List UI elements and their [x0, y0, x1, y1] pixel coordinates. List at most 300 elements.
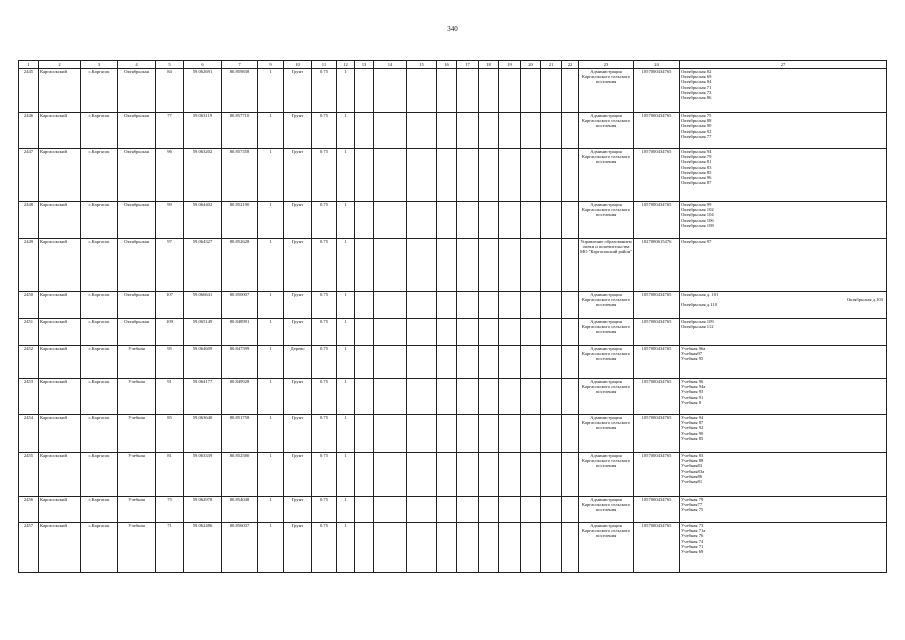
cell-surface: Грунт: [284, 453, 312, 497]
cell-empty: [541, 453, 562, 497]
cell-surface: Дерево: [284, 346, 312, 379]
cell-addresses: [680, 453, 887, 497]
cell-empty: [457, 346, 479, 379]
cell-containers: 1: [337, 415, 355, 453]
cell-containers: 1: [337, 149, 355, 202]
cell-settlement: с.Каргасок: [81, 346, 118, 379]
cell-count: 1: [258, 415, 284, 453]
cell-lon: 80.852190: [222, 202, 258, 239]
table-row: [19, 113, 887, 149]
cell-empty: [479, 239, 499, 292]
address-line: Октябрьская д.103: [846, 297, 883, 303]
cell-empty: [521, 292, 541, 319]
cell-lat: 59.063119: [184, 113, 222, 149]
cell-street: Учебная: [118, 379, 156, 415]
address-line: Октябрьская 96: [681, 175, 712, 181]
cell-area: 0.75: [312, 346, 337, 379]
cell-empty: [374, 319, 407, 346]
cell-containers: 1: [337, 69, 355, 113]
cell-house: 109: [156, 319, 184, 346]
table-row: [19, 379, 887, 415]
cell-empty: [437, 149, 457, 202]
cell-empty: [541, 497, 562, 523]
cell-empty: [479, 497, 499, 523]
cell-empty: [407, 415, 437, 453]
cell-empty: [479, 149, 499, 202]
cell-addresses: [680, 69, 887, 113]
cell-empty: [355, 69, 374, 113]
cell-containers: 1: [337, 346, 355, 379]
cell-empty: [479, 202, 499, 239]
cell-district: Каргасокский: [39, 379, 81, 415]
cell-empty: [355, 319, 374, 346]
cell-empty: [437, 69, 457, 113]
cell-owner: Администрация Каргасокского сельского поселения: [579, 202, 634, 239]
cell-empty: [457, 239, 479, 292]
address-line: Учебная 96: [681, 379, 704, 384]
address-line: Октябрьская 97: [681, 239, 712, 244]
cell-lat: 59.064609: [184, 346, 222, 379]
cell-empty: [437, 497, 457, 523]
cell-street: Октябрьская: [118, 113, 156, 149]
cell-num: 2447: [19, 149, 39, 202]
cell-empty: [355, 523, 374, 573]
cell-district: Каргасокский: [39, 239, 81, 292]
cell-empty: [457, 497, 479, 523]
address-line: Учебная86: [681, 473, 703, 479]
cell-district: Каргасокский: [39, 346, 81, 379]
cell-addresses: [680, 379, 887, 415]
address-line: Октябрьская 94: [681, 149, 712, 154]
cell-house: 96: [156, 149, 184, 202]
cell-area: 0.75: [312, 239, 337, 292]
cell-street: Учебная: [118, 346, 156, 379]
cell-street: Октябрьская: [118, 292, 156, 319]
cell-empty: [355, 202, 374, 239]
cell-empty: [541, 346, 562, 379]
address-line: Октябрьская 82: [681, 69, 712, 74]
cell-empty: [374, 415, 407, 453]
cell-house: 99: [156, 202, 184, 239]
cell-empty: [479, 319, 499, 346]
cell-surface: Грунт: [284, 292, 312, 319]
cell-empty: [355, 239, 374, 292]
cell-addresses: [680, 497, 887, 523]
cell-settlement: с.Каргасок: [81, 319, 118, 346]
cell-settlement: с.Каргасок: [81, 292, 118, 319]
cell-ogrn: 1057000434765: [634, 319, 680, 346]
cell-area: 0.75: [312, 319, 337, 346]
cell-empty: [541, 149, 562, 202]
cell-empty: [407, 149, 437, 202]
column-header: 11: [312, 61, 337, 69]
address-line: Октябрьская д. 101: [681, 292, 719, 297]
cell-empty: [521, 346, 541, 379]
address-line: Октябрьская 81: [681, 159, 712, 165]
cell-empty: [499, 202, 521, 239]
cell-empty: [521, 319, 541, 346]
address-line: Учебная 88: [681, 458, 704, 464]
address-line: Учебная 79: [681, 497, 704, 502]
table-body: [19, 69, 887, 573]
cell-empty: [499, 497, 521, 523]
cell-empty: [437, 113, 457, 149]
cell-empty: [521, 379, 541, 415]
cell-empty: [479, 69, 499, 113]
address-line: Октябрьская 75: [681, 113, 712, 118]
address-line: Учебная77: [681, 502, 703, 508]
cell-house: 75: [156, 497, 184, 523]
cell-empty: [541, 523, 562, 573]
address-line: Октябрьская 83: [681, 164, 712, 170]
address-line: Учебная 83: [681, 453, 704, 458]
cell-house: 85: [156, 415, 184, 453]
cell-surface: Грунт: [284, 497, 312, 523]
cell-empty: [479, 415, 499, 453]
register-table: [18, 60, 887, 573]
address-line: Октябрьская 109: [681, 319, 714, 324]
cell-empty: [541, 319, 562, 346]
cell-empty: [499, 319, 521, 346]
cell-empty: [562, 523, 579, 573]
cell-lon: 80.857358: [222, 149, 258, 202]
address-line: Октябрьская 71: [681, 84, 712, 90]
cell-empty: [407, 453, 437, 497]
column-header: 21: [541, 61, 562, 69]
cell-lon: 80.849928: [222, 379, 258, 415]
cell-empty: [407, 379, 437, 415]
address-line: Октябрьская 92: [681, 128, 712, 134]
cell-containers: 1: [337, 497, 355, 523]
cell-empty: [562, 453, 579, 497]
cell-settlement: с.Каргасок: [81, 523, 118, 573]
cell-empty: [499, 149, 521, 202]
cell-surface: Грунт: [284, 202, 312, 239]
cell-empty: [521, 239, 541, 292]
column-header: 7: [222, 61, 258, 69]
cell-num: 2449: [19, 239, 39, 292]
column-header: 4: [118, 61, 156, 69]
cell-empty: [407, 202, 437, 239]
cell-house: 77: [156, 113, 184, 149]
cell-containers: 1: [337, 239, 355, 292]
cell-empty: [499, 523, 521, 573]
cell-containers: 1: [337, 523, 355, 573]
cell-empty: [374, 379, 407, 415]
cell-empty: [374, 239, 407, 292]
column-header: 12: [337, 61, 355, 69]
address-line: Октябрьская 90: [681, 123, 712, 129]
cell-owner: Администрация Каргасокского сельского поселения: [579, 523, 634, 573]
table-row: [19, 523, 887, 573]
address-line: Учебная 74: [681, 538, 704, 544]
cell-lat: 59.064177: [184, 379, 222, 415]
cell-num: 2457: [19, 523, 39, 573]
cell-empty: [437, 453, 457, 497]
cell-settlement: с.Каргасок: [81, 379, 118, 415]
cell-area: 0.75: [312, 523, 337, 573]
cell-empty: [562, 202, 579, 239]
cell-settlement: с.Каргасок: [81, 453, 118, 497]
cell-surface: Грунт: [284, 69, 312, 113]
address-line: Октябрьская 104: [681, 212, 714, 218]
cell-street: Учебная: [118, 453, 156, 497]
cell-num: 2452: [19, 346, 39, 379]
column-header: 24: [634, 61, 680, 69]
cell-empty: [457, 319, 479, 346]
table-row: [19, 453, 887, 497]
cell-house: 95: [156, 346, 184, 379]
cell-lat: 59.066641: [184, 292, 222, 319]
cell-street: Учебная: [118, 523, 156, 573]
cell-empty: [407, 113, 437, 149]
address-line: Учебная 8: [681, 399, 701, 405]
cell-district: Каргасокский: [39, 113, 81, 149]
cell-empty: [374, 523, 407, 573]
cell-num: 2456: [19, 497, 39, 523]
cell-house: 97: [156, 239, 184, 292]
cell-ogrn: 1057000434765: [634, 497, 680, 523]
cell-num: 2451: [19, 319, 39, 346]
cell-addresses: [680, 149, 887, 202]
address-line: Октябрьская 77: [681, 133, 712, 139]
cell-addresses: [680, 415, 887, 453]
cell-empty: [521, 113, 541, 149]
cell-empty: [521, 453, 541, 497]
cell-house: 81: [156, 453, 184, 497]
cell-empty: [355, 292, 374, 319]
cell-lon: 80.859838: [222, 69, 258, 113]
cell-surface: Грунт: [284, 113, 312, 149]
cell-lat: 59.064327: [184, 239, 222, 292]
cell-lat: 59.063202: [184, 149, 222, 202]
cell-lon: 80.854048: [222, 497, 258, 523]
cell-containers: 1: [337, 113, 355, 149]
cell-empty: [355, 497, 374, 523]
address-line: Октябрьская д.110: [681, 302, 717, 308]
cell-containers: 1: [337, 292, 355, 319]
table-row: [19, 292, 887, 319]
cell-street: Октябрьская: [118, 319, 156, 346]
cell-empty: [562, 292, 579, 319]
cell-lat: 59.062978: [184, 497, 222, 523]
cell-district: Каргасокский: [39, 292, 81, 319]
cell-empty: [499, 292, 521, 319]
cell-num: 2450: [19, 292, 39, 319]
cell-house: 107: [156, 292, 184, 319]
cell-count: 1: [258, 346, 284, 379]
column-header: 27: [680, 61, 887, 69]
cell-empty: [499, 69, 521, 113]
column-header: 16: [437, 61, 457, 69]
cell-empty: [479, 113, 499, 149]
cell-empty: [407, 239, 437, 292]
cell-empty: [374, 292, 407, 319]
address-line: Учебная 96а: [681, 346, 706, 351]
cell-count: 1: [258, 319, 284, 346]
table-row: [19, 319, 887, 346]
cell-count: 1: [258, 379, 284, 415]
cell-house: 71: [156, 523, 184, 573]
cell-owner: Администрация Каргасокского сельского поселения: [579, 346, 634, 379]
address-line: Учебная 95: [681, 356, 704, 362]
cell-empty: [521, 69, 541, 113]
cell-empty: [479, 346, 499, 379]
cell-settlement: с.Каргасок: [81, 113, 118, 149]
cell-lon: 80.852628: [222, 239, 258, 292]
cell-lon: 80.856037: [222, 523, 258, 573]
address-line: Октябрьская 86: [681, 95, 712, 101]
cell-count: 1: [258, 523, 284, 573]
cell-num: 2446: [19, 113, 39, 149]
column-header: 3: [81, 61, 118, 69]
cell-empty: [541, 292, 562, 319]
cell-empty: [457, 379, 479, 415]
table-row: [19, 239, 887, 292]
cell-empty: [407, 497, 437, 523]
cell-lon: 80.848991: [222, 319, 258, 346]
cell-empty: [407, 523, 437, 573]
cell-containers: 1: [337, 379, 355, 415]
cell-street: Октябрьская: [118, 239, 156, 292]
cell-owner: Администрация Каргасокского сельского поселения: [579, 415, 634, 453]
cell-lon: 80.847599: [222, 346, 258, 379]
cell-district: Каргасокский: [39, 319, 81, 346]
cell-empty: [355, 113, 374, 149]
cell-count: 1: [258, 292, 284, 319]
cell-empty: [374, 149, 407, 202]
cell-ogrn: 1057000434765: [634, 69, 680, 113]
address-line: Октябрьская 85: [681, 169, 712, 175]
cell-area: 0.75: [312, 497, 337, 523]
cell-empty: [457, 523, 479, 573]
cell-empty: [407, 346, 437, 379]
cell-lat: 59.063339: [184, 453, 222, 497]
cell-lon: 80.857710: [222, 113, 258, 149]
address-line: Учебная 69: [681, 549, 704, 555]
column-header: 22: [562, 61, 579, 69]
cell-empty: [407, 69, 437, 113]
column-header: 2: [39, 61, 81, 69]
cell-empty: [541, 239, 562, 292]
address-line: Октябрьская 69: [681, 74, 712, 80]
cell-area: 0.75: [312, 379, 337, 415]
cell-empty: [562, 113, 579, 149]
column-header: 13: [355, 61, 374, 69]
cell-empty: [562, 497, 579, 523]
cell-area: 0.75: [312, 202, 337, 239]
cell-empty: [562, 69, 579, 113]
cell-num: 2445: [19, 69, 39, 113]
cell-empty: [562, 379, 579, 415]
address-line: Октябрьская 102: [681, 207, 714, 213]
cell-ogrn: 1057000434765: [634, 202, 680, 239]
column-header: 18: [479, 61, 499, 69]
cell-empty: [541, 202, 562, 239]
cell-empty: [457, 69, 479, 113]
cell-district: Каргасокский: [39, 497, 81, 523]
table-row: [19, 415, 887, 453]
cell-num: 2455: [19, 453, 39, 497]
cell-count: 1: [258, 149, 284, 202]
cell-empty: [499, 113, 521, 149]
column-header: 14: [374, 61, 407, 69]
cell-lat: 59.062486: [184, 523, 222, 573]
table-row: [19, 69, 887, 113]
address-line: Учебная97: [681, 351, 703, 357]
cell-area: 0.75: [312, 292, 337, 319]
cell-district: Каргасокский: [39, 69, 81, 113]
cell-surface: Грунт: [284, 415, 312, 453]
cell-empty: [437, 239, 457, 292]
cell-empty: [541, 379, 562, 415]
address-line: Октябрьская 79: [681, 154, 712, 160]
cell-empty: [499, 346, 521, 379]
cell-empty: [562, 239, 579, 292]
cell-surface: Грунт: [284, 239, 312, 292]
cell-district: Каргасокский: [39, 202, 81, 239]
address-line: Учебная 90: [681, 430, 704, 436]
cell-empty: [355, 379, 374, 415]
cell-empty: [407, 319, 437, 346]
address-line: Октябрьская 106: [681, 217, 714, 223]
cell-empty: [374, 113, 407, 149]
cell-area: 0.75: [312, 69, 337, 113]
cell-owner: Администрация Каргасокского сельского поселения: [579, 69, 634, 113]
address-line: Учебная 92: [681, 425, 704, 431]
cell-ogrn: 1057000434765: [634, 415, 680, 453]
table-row: [19, 497, 887, 523]
cell-owner: Администрация Каргасокского сельского поселения: [579, 497, 634, 523]
column-header: 17: [457, 61, 479, 69]
cell-empty: [457, 113, 479, 149]
address-line: Учебная 85: [681, 435, 704, 441]
cell-owner: Администрация Каргасокского сельского поселения: [579, 379, 634, 415]
cell-ogrn: 1057000434765: [634, 113, 680, 149]
cell-empty: [521, 149, 541, 202]
cell-empty: [562, 319, 579, 346]
cell-ogrn: 1057000434765: [634, 346, 680, 379]
address-line: Октябрьская 112: [681, 324, 714, 330]
cell-area: 0.75: [312, 149, 337, 202]
cell-street: Учебная: [118, 497, 156, 523]
cell-ogrn: 1057000434765: [634, 379, 680, 415]
cell-empty: [499, 379, 521, 415]
cell-settlement: с.Каргасок: [81, 202, 118, 239]
address-line: Учебная 71: [681, 543, 704, 549]
cell-num: 2453: [19, 379, 39, 415]
cell-empty: [541, 69, 562, 113]
cell-empty: [457, 453, 479, 497]
cell-empty: [407, 292, 437, 319]
cell-lon: 80.850007: [222, 292, 258, 319]
address-line: Октябрьская 84: [681, 79, 712, 85]
cell-lat: 59.063640: [184, 415, 222, 453]
address-line: Октябрьская 73: [681, 89, 712, 95]
column-header: 1: [19, 61, 39, 69]
cell-owner: Администрация Каргасокского сельского поселения: [579, 292, 634, 319]
cell-containers: 1: [337, 319, 355, 346]
column-header: 5: [156, 61, 184, 69]
cell-addresses: [680, 202, 887, 239]
cell-count: 1: [258, 202, 284, 239]
cell-owner: Администрация Каргасокского сельского поселения: [579, 453, 634, 497]
cell-ogrn: 1027000615476: [634, 239, 680, 292]
address-line: Учебная 94а: [681, 384, 706, 390]
table-row: [19, 149, 887, 202]
cell-count: 1: [258, 69, 284, 113]
cell-empty: [437, 319, 457, 346]
